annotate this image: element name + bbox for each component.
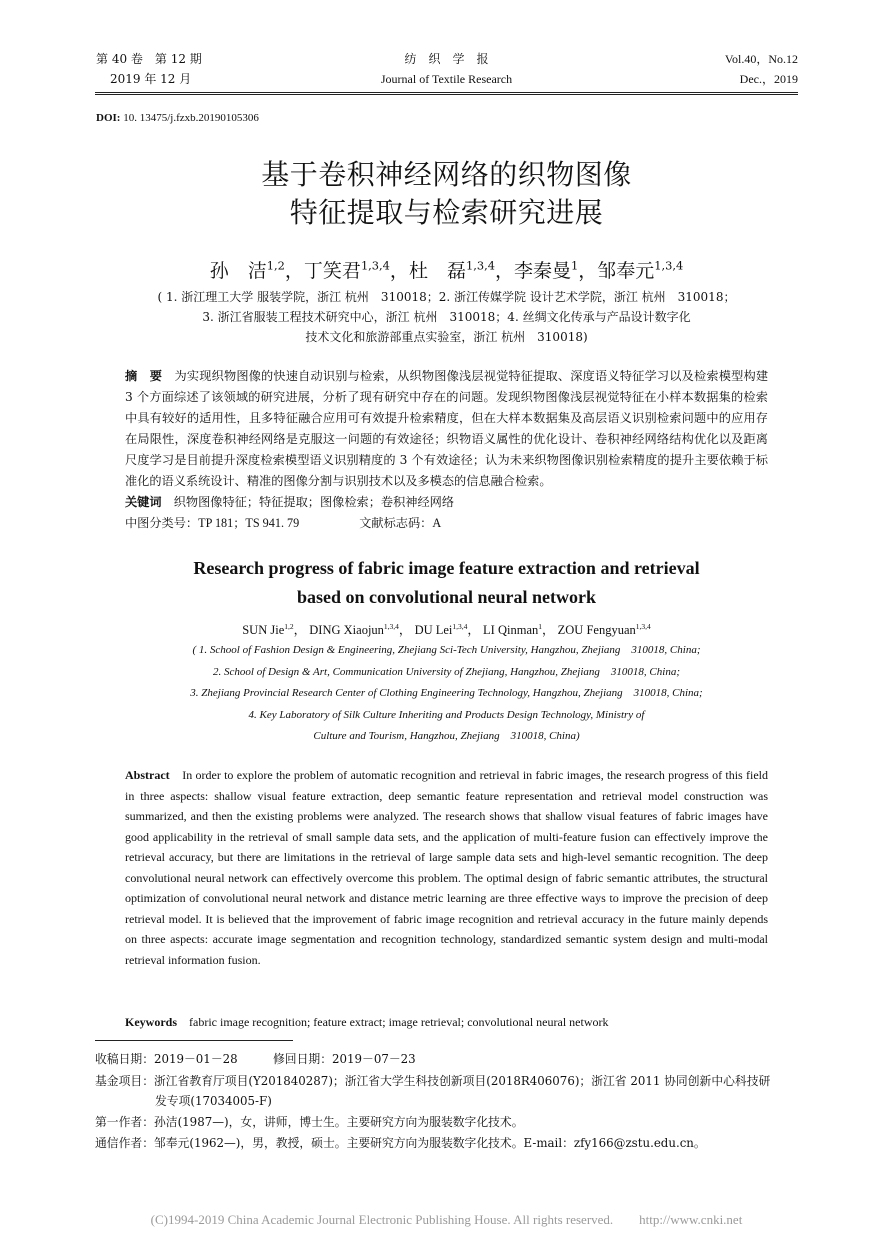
author-cn: 邹奉元$^{1,3,4}$ (597, 258, 684, 282)
header-rule (95, 92, 798, 95)
doc-code-value: A (432, 516, 442, 530)
page-title-cn (0, 156, 893, 232)
abstract-en (125, 765, 768, 970)
doi-value: 10. 13475/j.fzxb.20190105306 (120, 112, 259, 124)
author-cn: 杜 磊$^{1,3,4}$ (408, 258, 495, 282)
fund-info (95, 1071, 805, 1091)
classification-cn (125, 513, 441, 534)
affiliation-line: 技术文化和旅游部重点实验室，浙江 杭州 310018) (305, 330, 588, 344)
affiliations-en (0, 640, 893, 748)
author-en: DING Xiaojun$^{1,3,4}$ (309, 621, 399, 637)
author-cn: 孙 洁$^{1,2}$ (209, 258, 285, 282)
issue-date: 2019 年 12 月 (110, 72, 192, 86)
issue-date-en: Dec.，2019 (739, 72, 798, 86)
title-cn-line2: 特征提取与检索研究进展 (289, 196, 604, 229)
affiliation-line: 3. Zhejiang Provincial Research Center of Clothing Engineering Technology, Hangzhou, Zhejiang 310018, China; (190, 687, 703, 699)
authors-cn: 孙 洁$^{1,2}$，丁笑君$^{1,3,4}$，杜 磊$^{1,3,4}$，李秦曼$^1$，邹奉元$^{1,3,4}$ (209, 258, 684, 282)
affiliations-cn (0, 287, 893, 347)
keywords-cn-label: 关键词 (125, 495, 162, 509)
abstract-en-text: In order to explore the problem of automatic recognition and retrieval in fabric images, the research progress of this field in three aspects: shallow visual feature extraction, deep semantic feature representation and retrieval model construction was summarized, and then the existing problems were analyzed. The research shows that shallow visual features of fabric images have good applicability in the retrieval of small sample data sets, and the application of multi-feature fusion can effectively improve the retrieval accuracy, but there are limitations in the retrieval of large sample data sets and high-level semantic recognition. The deep convolutional neural network can effectively overcome this problem. The optimal design of fabric semantic attributes, the structural optimization of convolutional neural network and distance metric learning are three effective ways to improve the precision of deep retrieval model. It is believed that the improvement of fabric image recognition and retrieval accuracy in the future mainly depends on three aspects: accurate image segmentation and recognition technology, standardized semantic system design and multi-modal retrieval information fusion. (125, 768, 768, 967)
author-en: SUN Jie$^{1,2}$ (242, 621, 294, 637)
volume-issue-en: Vol.40，No.12 (724, 52, 798, 66)
title-cn-line1: 基于卷积神经网络的织物图像 (261, 158, 632, 191)
clc-value: TP 181；TS 941. 79 (198, 516, 300, 530)
affiliation-line: ( 1. 浙江理工大学 服装学院，浙江 杭州 310018；2. 浙江传媒学院 设计艺术学院，浙江 杭州 310018； (157, 290, 736, 304)
journal-issue-info-en (725, 49, 798, 89)
abstract-cn-text: 为实现织物图像的快速自动识别与检索，从织物图像浅层视觉特征提取、深度语义特征学习以及检索模型构建 3 个方面综述了该领域的研究进展，分析了现有研究中存在的问题。发现织物图像浅层视觉特征在小样本数据集的检索中具有较好的适用性，且多特征融合应用可有效提升检索精度，但在大样本数据集及高层语义识别检索问题中的应用存在局限性，深度卷积神经网络是克服这一问题的有效途径；织物语义属性的优化设计、卷积神经网络结构优化以及距离尺度学习是目前提升深度检索模型语义识别精度的 3 个有效途径；认为未来织物图像识别检索精度的提升主要依赖于标准化的语义系统设计、精准的图像分割与识别技术以及多模态的信息融合检索。 (125, 369, 769, 488)
affiliation-line: 3. 浙江省服装工程技术研究中心，浙江 杭州 310018；4. 丝绸文化传承与产品设计数字化 (202, 310, 691, 324)
keywords-en (125, 1012, 609, 1032)
keywords-en-label: Keywords (125, 1015, 177, 1029)
author-en: ZOU Fengyuan$^{1,3,4}$ (557, 621, 651, 637)
doi (96, 112, 259, 124)
received-dates: 收稿日期：2019－01－28 修回日期：2019－07－23 (95, 1052, 416, 1066)
title-en-line1: Research progress of fabric image feature extraction and retrieval (193, 558, 700, 578)
keywords-en-text: fabric image recognition; feature extract; image retrieval; convolutional neural network (177, 1015, 609, 1029)
abstract-cn-label: 摘 要 (125, 369, 163, 383)
keywords-cn-text: 织物图像特征；特征提取；图像检索；卷积神经网络 (161, 495, 455, 509)
author-en: LI Qinman$^1$ (483, 621, 542, 637)
footnote-rule (95, 1040, 293, 1041)
abstract-en-label: Abstract (125, 768, 170, 782)
fund-line1: 浙江省教育厅项目(Y201840287)；浙江省大学生科技创新项目(2018R406076)；浙江省 2011 协同创新中心科技研 (154, 1074, 771, 1088)
page-title-en (0, 554, 893, 612)
fund-line2: 发专项(17034005-F) (155, 1094, 272, 1108)
author-cn: 丁笑君$^{1,3,4}$ (303, 258, 390, 282)
title-en-line2: based on convolutional neural network (296, 587, 597, 607)
author-cn: 李秦曼$^1$ (513, 258, 579, 282)
affiliation-line: 2. School of Design & Art, Communication University of Zhejiang, Hangzhou, Zhejiang 310018, China; (213, 665, 680, 678)
affiliation-line: ( 1. School of Fashion Design & Engineering, Zhejiang Sci-Tech University, Hangzhou, Zhejiang 310018, China; (192, 644, 701, 656)
keywords-cn (125, 492, 454, 513)
fund-label: 基金项目： (95, 1074, 154, 1088)
doi-label: DOI: (96, 112, 121, 124)
affiliation-line: Culture and Tourism, Hangzhou, Zhejiang 310018, China) (313, 730, 580, 742)
copyright-watermark: (C)1994-2019 China Academic Journal Electronic Publishing House. All rights reserved. http://www.cnki.net (150, 1212, 743, 1227)
first-author-note: 第一作者：孙洁(1987—)，女，讲师，博士生。主要研究方向为服装数字化技术。 (95, 1115, 524, 1129)
author-en: DU Lei$^{1,3,4}$ (414, 621, 468, 637)
authors-en: SUN Jie$^{1,2}$， DING Xiaojun$^{1,3,4}$， DU Lei$^{1,3,4}$， LI Qinman$^1$， ZOU Fengyuan$^{1,3,4}$ (242, 621, 651, 637)
doc-code-label: 文献标志码： (359, 516, 433, 530)
journal-name-en: Journal of Textile Research (380, 72, 513, 86)
clc-label: 中图分类号： (125, 516, 199, 530)
affiliation-line: 4. Key Laboratory of Silk Culture Inheriting and Products Design Technology, Ministry of (248, 708, 645, 721)
volume-issue: 第 40 卷 第 12 期 (96, 52, 202, 66)
abstract-cn (125, 366, 768, 492)
journal-name-cn: 纺 织 学 报 (404, 52, 489, 66)
corresponding-author-note: 通信作者：邹奉元(1962—)，男，教授，硕士。主要研究方向为服装数字化技术。E-mail：zfy166@zstu.edu.cn。 (95, 1136, 706, 1150)
